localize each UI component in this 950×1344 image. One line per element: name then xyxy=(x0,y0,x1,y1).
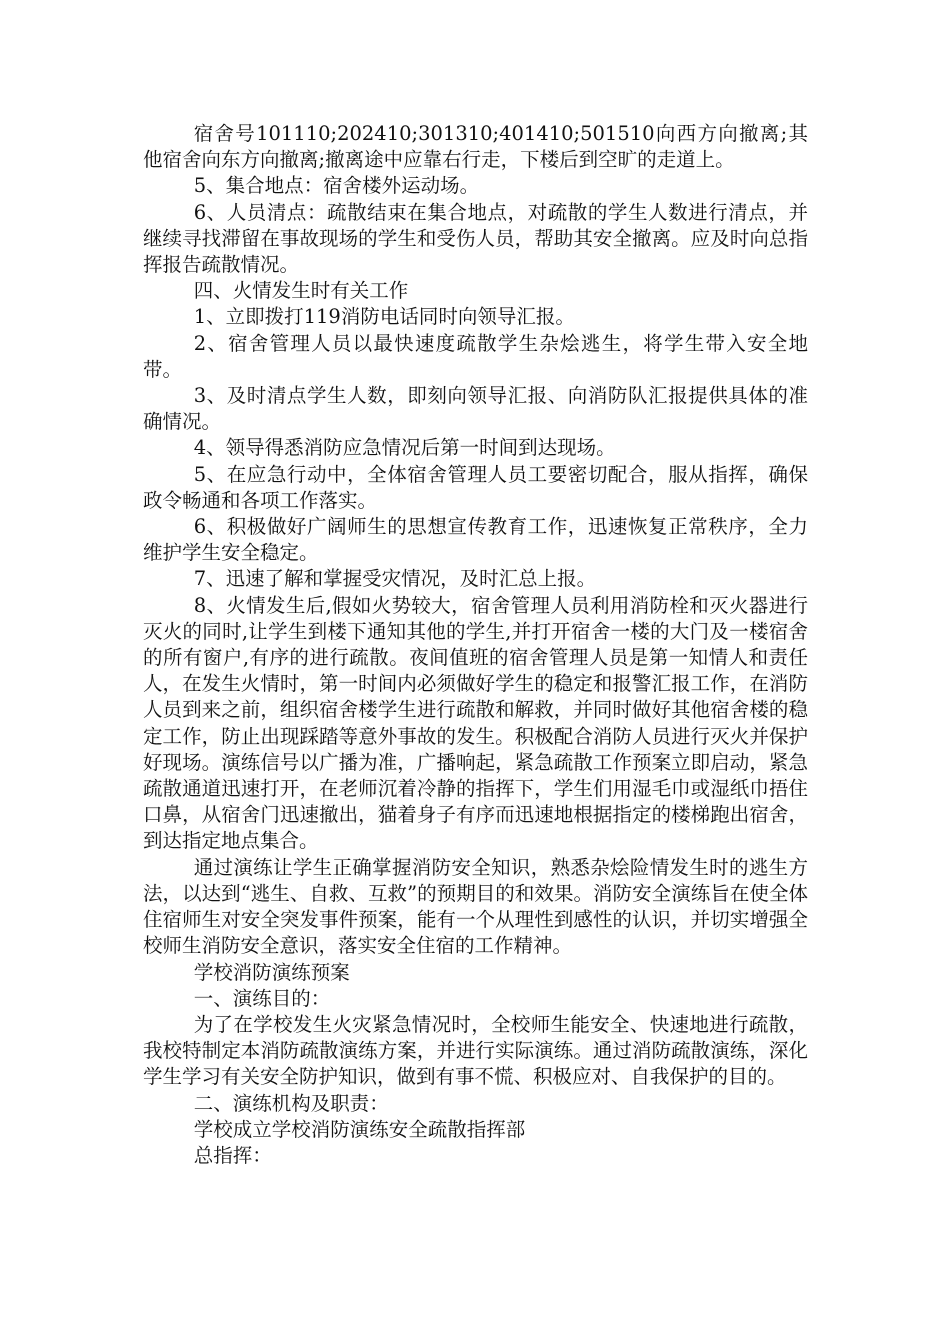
section-heading-purpose: 一、演练目的： xyxy=(193,986,331,1010)
list-item-5: 5、在应急行动中，全体宿舍管理人员工要密切配合，服从指挥，确保政令畅通和各项工作落实。 xyxy=(143,462,808,512)
list-item-4: 4、领导得悉消防应急情况后第一时间到达现场。 xyxy=(193,436,616,460)
paragraph-purpose: 为了在学校发生火灾紧急情况时，全校师生能安全、快速地进行疏散，我校特制定本消防疏散演练方案，并进行实际演练。通过消防疏散演练，深化学生学习有关安全防护知识，做到有事不慌、积极应对、自我保护的目的。 xyxy=(143,1012,808,1089)
paragraph-headcount: 6、人员清点：疏散结束在集合地点，对疏散的学生人数进行清点，并继续寻找滞留在事故现场的学生和受伤人员，帮助其安全撤离。应及时向总指挥报告疏散情况。 xyxy=(143,200,808,277)
list-item-2: 2、宿舍管理人员以最快速度疏散学生杂烩逃生，将学生带入安全地带。 xyxy=(143,331,808,381)
paragraph-drill-summary: 通过演练让学生正确掌握消防安全知识，熟悉杂烩险情发生时的逃生方法，以达到“逃生、自救、互救”的预期目的和效果。消防安全演练旨在使全体住宿师生对安全突发事件预案，能有一个从理性到感性的认识，并切实增强全校师生消防安全意识，落实安全住宿的工作精神。 xyxy=(143,855,808,958)
section-heading-organization: 二、演练机构及职责： xyxy=(193,1091,389,1115)
paragraph-commander: 总指挥： xyxy=(193,1143,272,1167)
list-item-6: 6、积极做好广阔师生的思想宣传教育工作，迅速恢复正常秩序，全力维护学生安全稳定。 xyxy=(143,515,808,565)
list-item-1: 1、立即拨打119消防电话同时向领导汇报。 xyxy=(193,305,575,329)
section-heading-fire-duties: 四、火情发生时有关工作 xyxy=(193,279,409,303)
paragraph-evacuation-directions: 宿舍号101110;202410;301310;401410;501510向西方向撤离;其他宿舍向东方向撤离;撤离途中应靠右行走，下楼后到空旷的走道上。 xyxy=(143,122,808,172)
document-body xyxy=(143,121,808,1169)
list-item-3: 3、及时清点学生人数，即刻向领导汇报、向消防队汇报提供具体的准确情况。 xyxy=(143,384,808,434)
document-title: 学校消防演练预案 xyxy=(193,960,350,984)
list-item-8: 8、火情发生后,假如火势较大，宿舍管理人员利用消防栓和灭火器进行灭火的同时,让学生到楼下通知其他的学生,并打开宿舍一楼的大门及一楼宿舍的所有窗户,有序的进行疏散。夜间值班的宿舍管理人员是第一知情人和责任人，在发生火情时，第一时间内必须做好学生的稳定和报警汇报工作，在消防人员到来之前，组织宿舍楼学生进行疏散和解救，并同时做好其他宿舍楼的稳定工作，防止出现踩踏等意外事故的发生。积极配合消防人员进行灭火并保护好现场。演练信号以广播为准，广播响起，紧急疏散工作预案立即启动，紧急疏散通道迅速打开，在老师沉着冷静的指挥下，学生们用湿毛巾或湿纸巾捂住口鼻，从宿舍门迅速撤出，猫着身子有序而迅速地根据指定的楼梯跑出宿舍，到达指定地点集合。 xyxy=(143,593,808,853)
paragraph-assembly-point: 5、集合地点：宿舍楼外运动场。 xyxy=(193,174,480,198)
paragraph-command-center: 学校成立学校消防演练安全疏散指挥部 xyxy=(193,1117,526,1141)
list-item-7: 7、迅速了解和掌握受灾情况，及时汇总上报。 xyxy=(193,567,597,591)
